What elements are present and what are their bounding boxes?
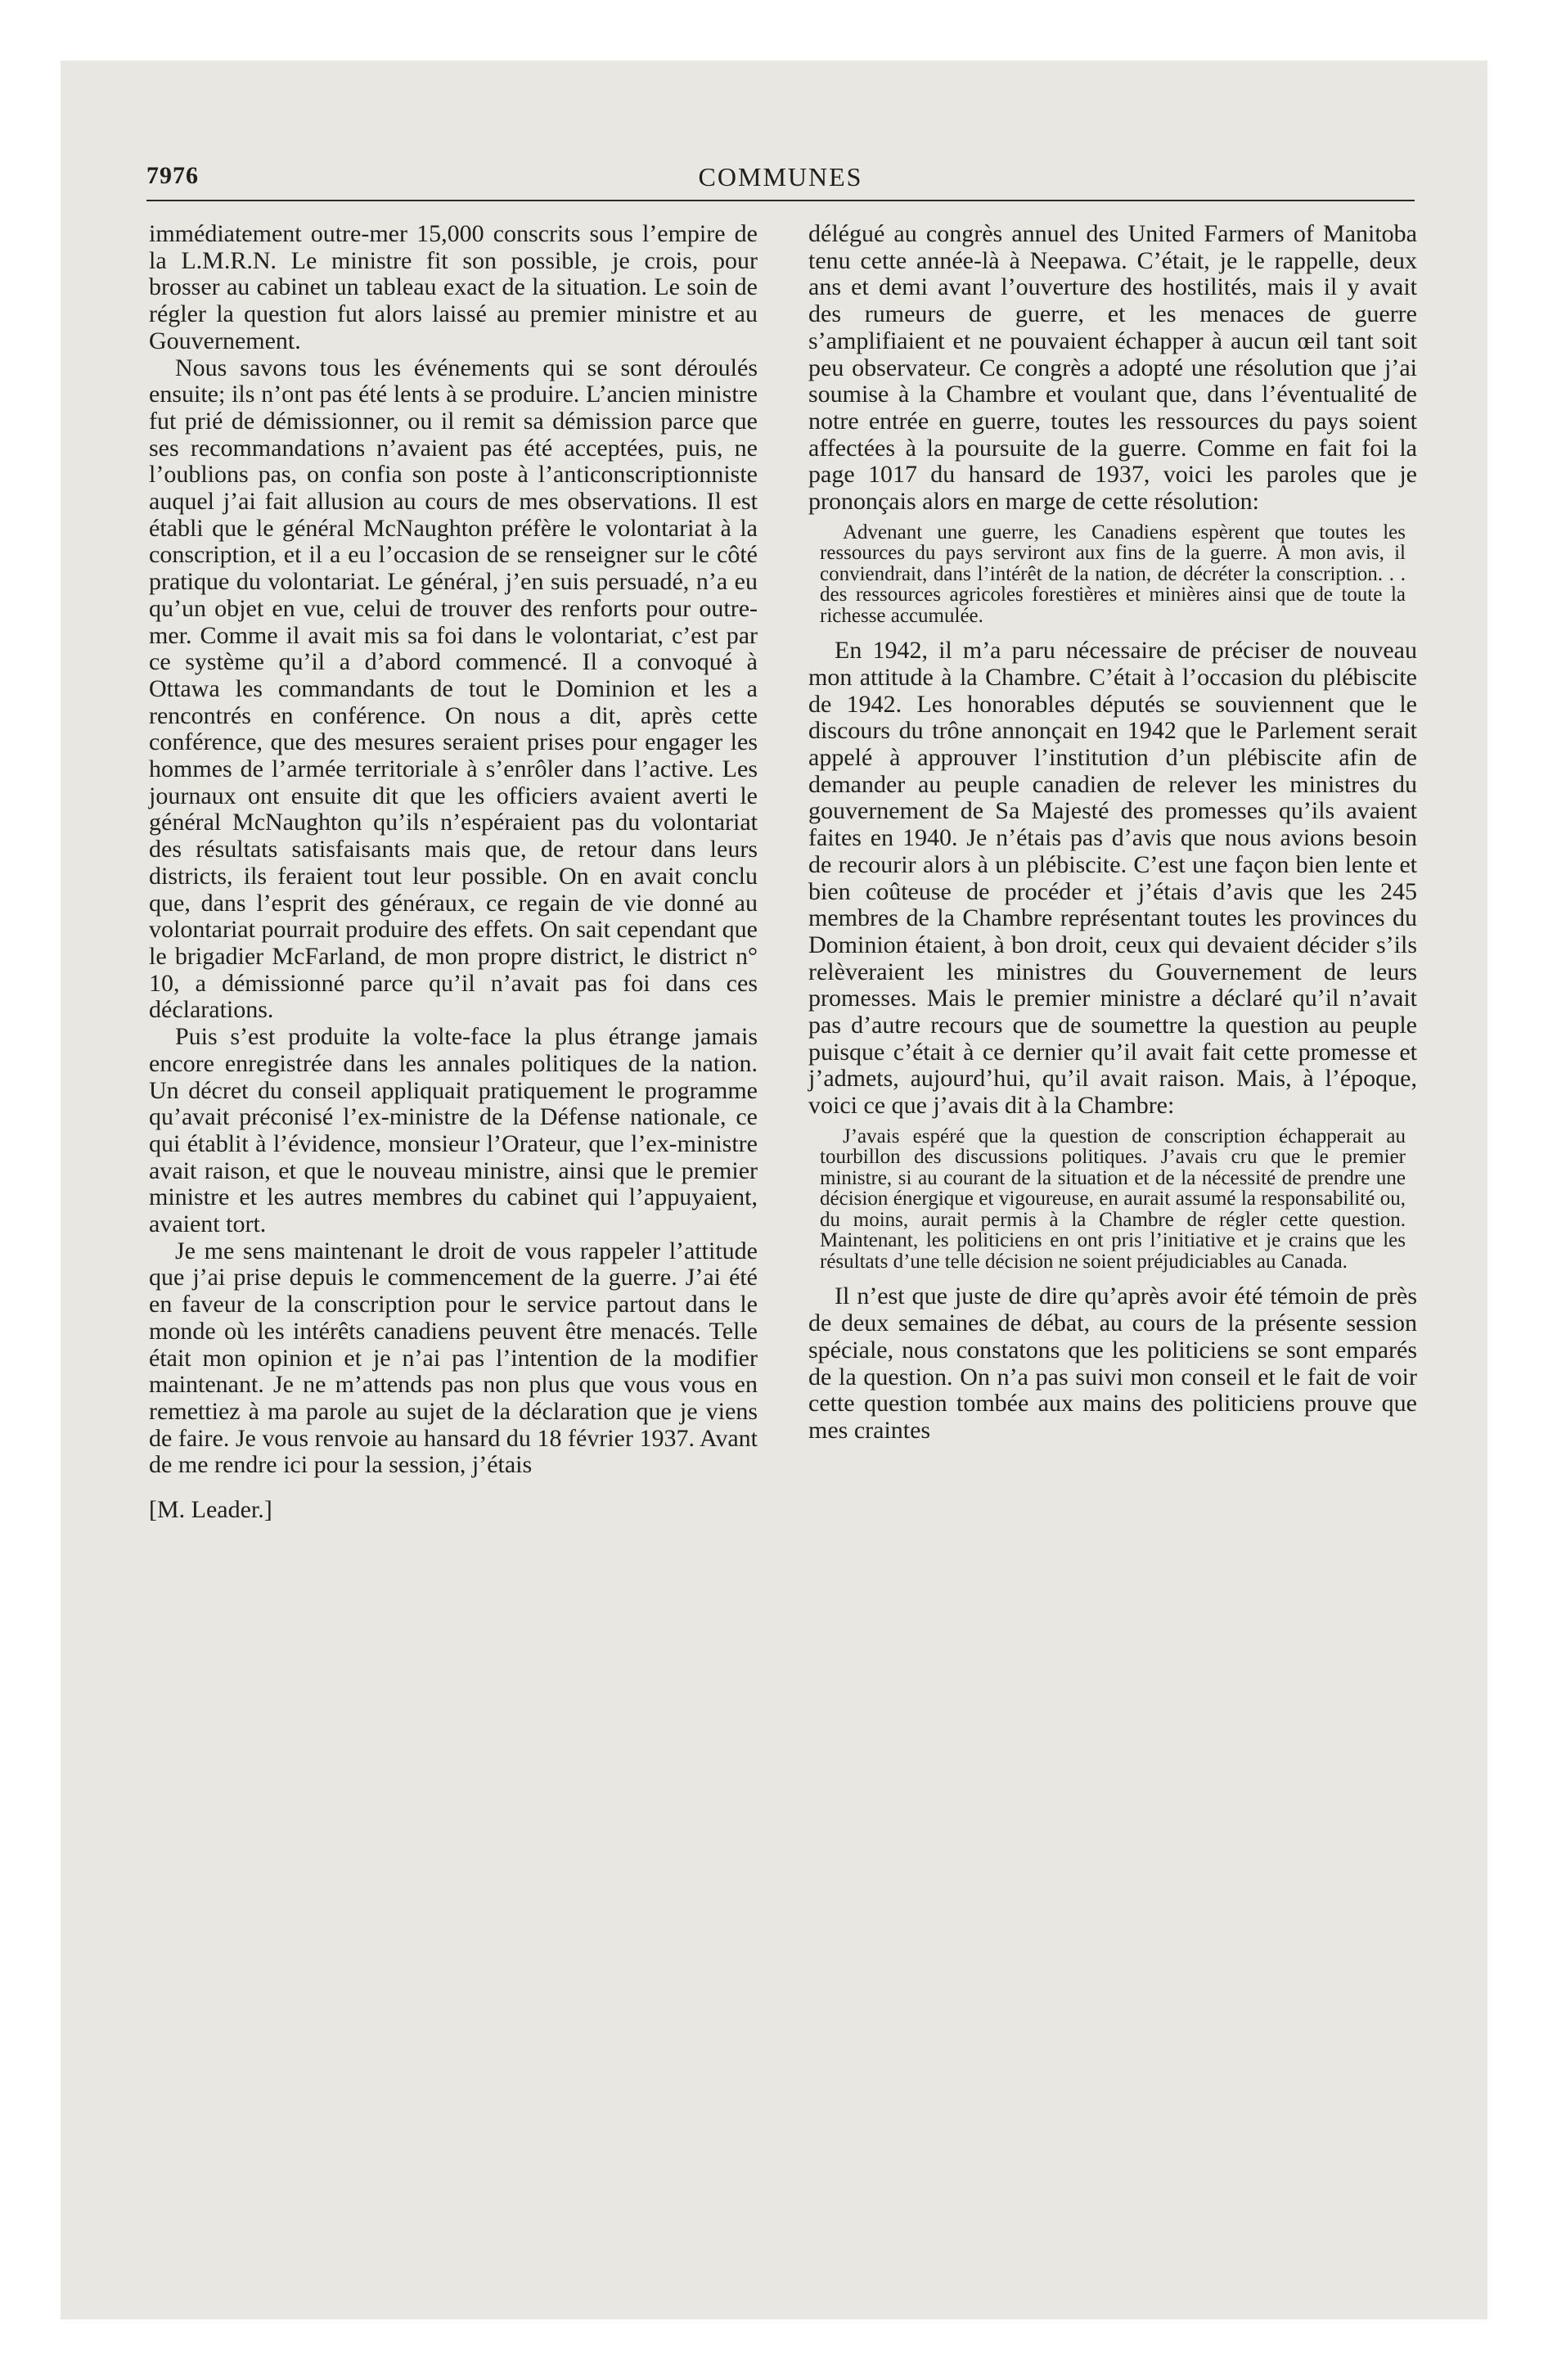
scanned-page bbox=[61, 61, 1487, 2319]
page-number: 7976 bbox=[146, 162, 199, 189]
header-rule bbox=[146, 200, 1415, 201]
left-column bbox=[149, 221, 758, 1524]
right-column bbox=[808, 221, 1417, 1445]
paragraph: Je me sens maintenant le droit de vous rappeler l’attitude que j’ai prise depuis le commencement de la guerre. J’ai été en faveur de la conscription pour le service partout dans le monde où les intérêts canadiens peuvent être menacés. Telle était mon opinion et je n’ai pas l’intention de la modifier maintenant. Je ne m’attends pas non plus que vous vous en remettiez à ma parole au sujet de la déclaration que je viens de faire. Je vous renvoie au hansard du 18 février 1937. Avant de me rendre ici pour la session, j’étais bbox=[149, 1237, 758, 1479]
paragraph: En 1942, il m’a paru nécessaire de préciser de nouveau mon attitude à la Chambre. C’était à l’occasion du plébiscite de 1942. Les honorables députés se souviennent que le discours du trône annonçait en 1942 que le Parlement serait appelé à approuver l’institution d’un plébiscite afin de demander au peuple canadien de relever les ministres du gouvernement de Sa Majesté des promesses qu’ils avaient faites en 1940. Je n’étais pas d’avis que nous avions besoin de recourir alors à un plébiscite. C’est une façon bien lente et bien coûteuse de procéder et j’étais d’avis que les 245 membres de la Chambre représentant toutes les provinces du Dominion étaient, à bon droit, ceux qui devaient décider s’ils relèveraient les ministres du Gouvernement de leurs promesses. Mais le premier ministre a déclaré qu’il n’avait pas d’autre recours que de soumettre la question au peuple puisque c’était à ce dernier qu’il avait fait cette promesse et j’admets, aujourd’hui, qu’il avait raison. Mais, à l’époque, voici ce que j’avais dit à la Chambre: bbox=[808, 637, 1417, 1120]
speaker-note: [M. Leader.] bbox=[149, 1496, 272, 1524]
hansard-page bbox=[61, 61, 1487, 2319]
paragraph: délégué au congrès annuel des United Farmers of Manitoba tenu cette année-là à Neepawa. C’était, je le rappelle, deux ans et demi avant l’ouverture des hostilités, mais il y avait des rumeurs de guerre, et les menaces de guerre s’amplifiaient et ne pouvaient échapper à aucun œil tant soit peu observateur. Ce congrès a adopté une résolution que j’ai soumise à la Chambre et voulant que, dans l’éventualité de notre entrée en guerre, toutes les ressources du pays soient affectées à la poursuite de la guerre. Comme en fait foi la page 1017 du hansard de 1937, voici les paroles que je prononçais alors en marge de cette résolution: bbox=[808, 220, 1417, 516]
paragraph: Puis s’est produite la volte-face la plus étrange jamais encore enregistrée dans les annales politiques de la nation. Un décret du conseil appliquait pratiquement le programme qu’avait préconisé l’ex-ministre de la Défense nationale, ce qui établit à l’évidence, monsieur l’Orateur, que l’ex-ministre avait raison, et que le nouveau ministre, ainsi que le premier ministre et les autres membres du cabinet qui l’appuyaient, avaient tort. bbox=[149, 1023, 758, 1238]
paragraph: immédiatement outre-mer 15,000 conscrits sous l’empire de la L.M.R.N. Le ministre fit son possible, je crois, pour brosser au cabinet un tableau exact de la situation. Le soin de régler la question fut alors laissé au premier ministre et au Gouvernement. bbox=[149, 220, 758, 354]
page-header bbox=[146, 151, 1415, 200]
block-quote: Advenant une guerre, les Canadiens espèrent que toutes les ressources du pays serviront aux fins de la guerre. A mon avis, il conviendrait, dans l’intérêt de la nation, de décréter la conscription. . . des ressources agricoles forestières et minières ainsi que de toute la richesse accumulée. bbox=[820, 521, 1406, 627]
block-quote: J’avais espéré que la question de conscription échapperait au tourbillon des discussions politiques. J’avais cru que le premier ministre, si au courant de la situation et de la nécessité de prendre une décision énergique et vigoureuse, en aurait assumé la responsabilité ou, du moins, aurait permis à la Chambre de régler cette question. Maintenant, les politiciens en ont pris l’initiative et je crains que les résultats d’une telle décision ne soient préjudiciables au Canada. bbox=[820, 1125, 1406, 1273]
running-title: COMMUNES bbox=[698, 162, 863, 192]
paragraph: Nous savons tous les événements qui se sont déroulés ensuite; ils n’ont pas été lents à se produire. L’ancien ministre fut prié de démissionner, ou il remit sa démission parce que ses recommandations n’avaient pas été acceptées, puis, ne l’oublions pas, on confia son poste à l’anticonscriptionniste auquel j’ai fait allusion au cours de mes observations. Il est établi que le général McNaughton préfère le volontariat à la conscription, et il a eu l’occasion de se renseigner sur le côté pratique du volontariat. Le général, j’en suis persuadé, n’a eu qu’un objet en vue, celui de trouver des renforts pour outre-mer. Comme il avait mis sa foi dans le volontariat, c’est par ce système qu’il a d’abord commencé. Il a convoqué à Ottawa les commandants de tout le Dominion et les a rencontrés en conférence. On nous a dit, après cette conférence, que des mesures seraient prises pour engager les hommes de l’armée territoriale à s’enrôler dans l’active. Les journaux ont ensuite dit que les officiers avaient averti le général McNaughton qu’ils n’espéraient pas du volontariat des résultats satisfaisants mais que, de retour dans leurs districts, ils feraient tout leur possible. On en avait conclu que, dans l’esprit des généraux, ce regain de vie donné au volontariat pourrait produire des effets. On sait cependant que le brigadier McFarland, de mon propre district, le district n° 10, a démissionné parce qu’il n’avait pas foi dans ces déclarations. bbox=[149, 354, 758, 1024]
paragraph: Il n’est que juste de dire qu’après avoir été témoin de près de deux semaines de débat, au cours de la présente session spéciale, nous constatons que les politiciens se sont emparés de la question. On n’a pas suivi mon conseil et le fait de voir cette question tombée aux mains des politiciens prouve que mes craintes bbox=[808, 1282, 1417, 1444]
